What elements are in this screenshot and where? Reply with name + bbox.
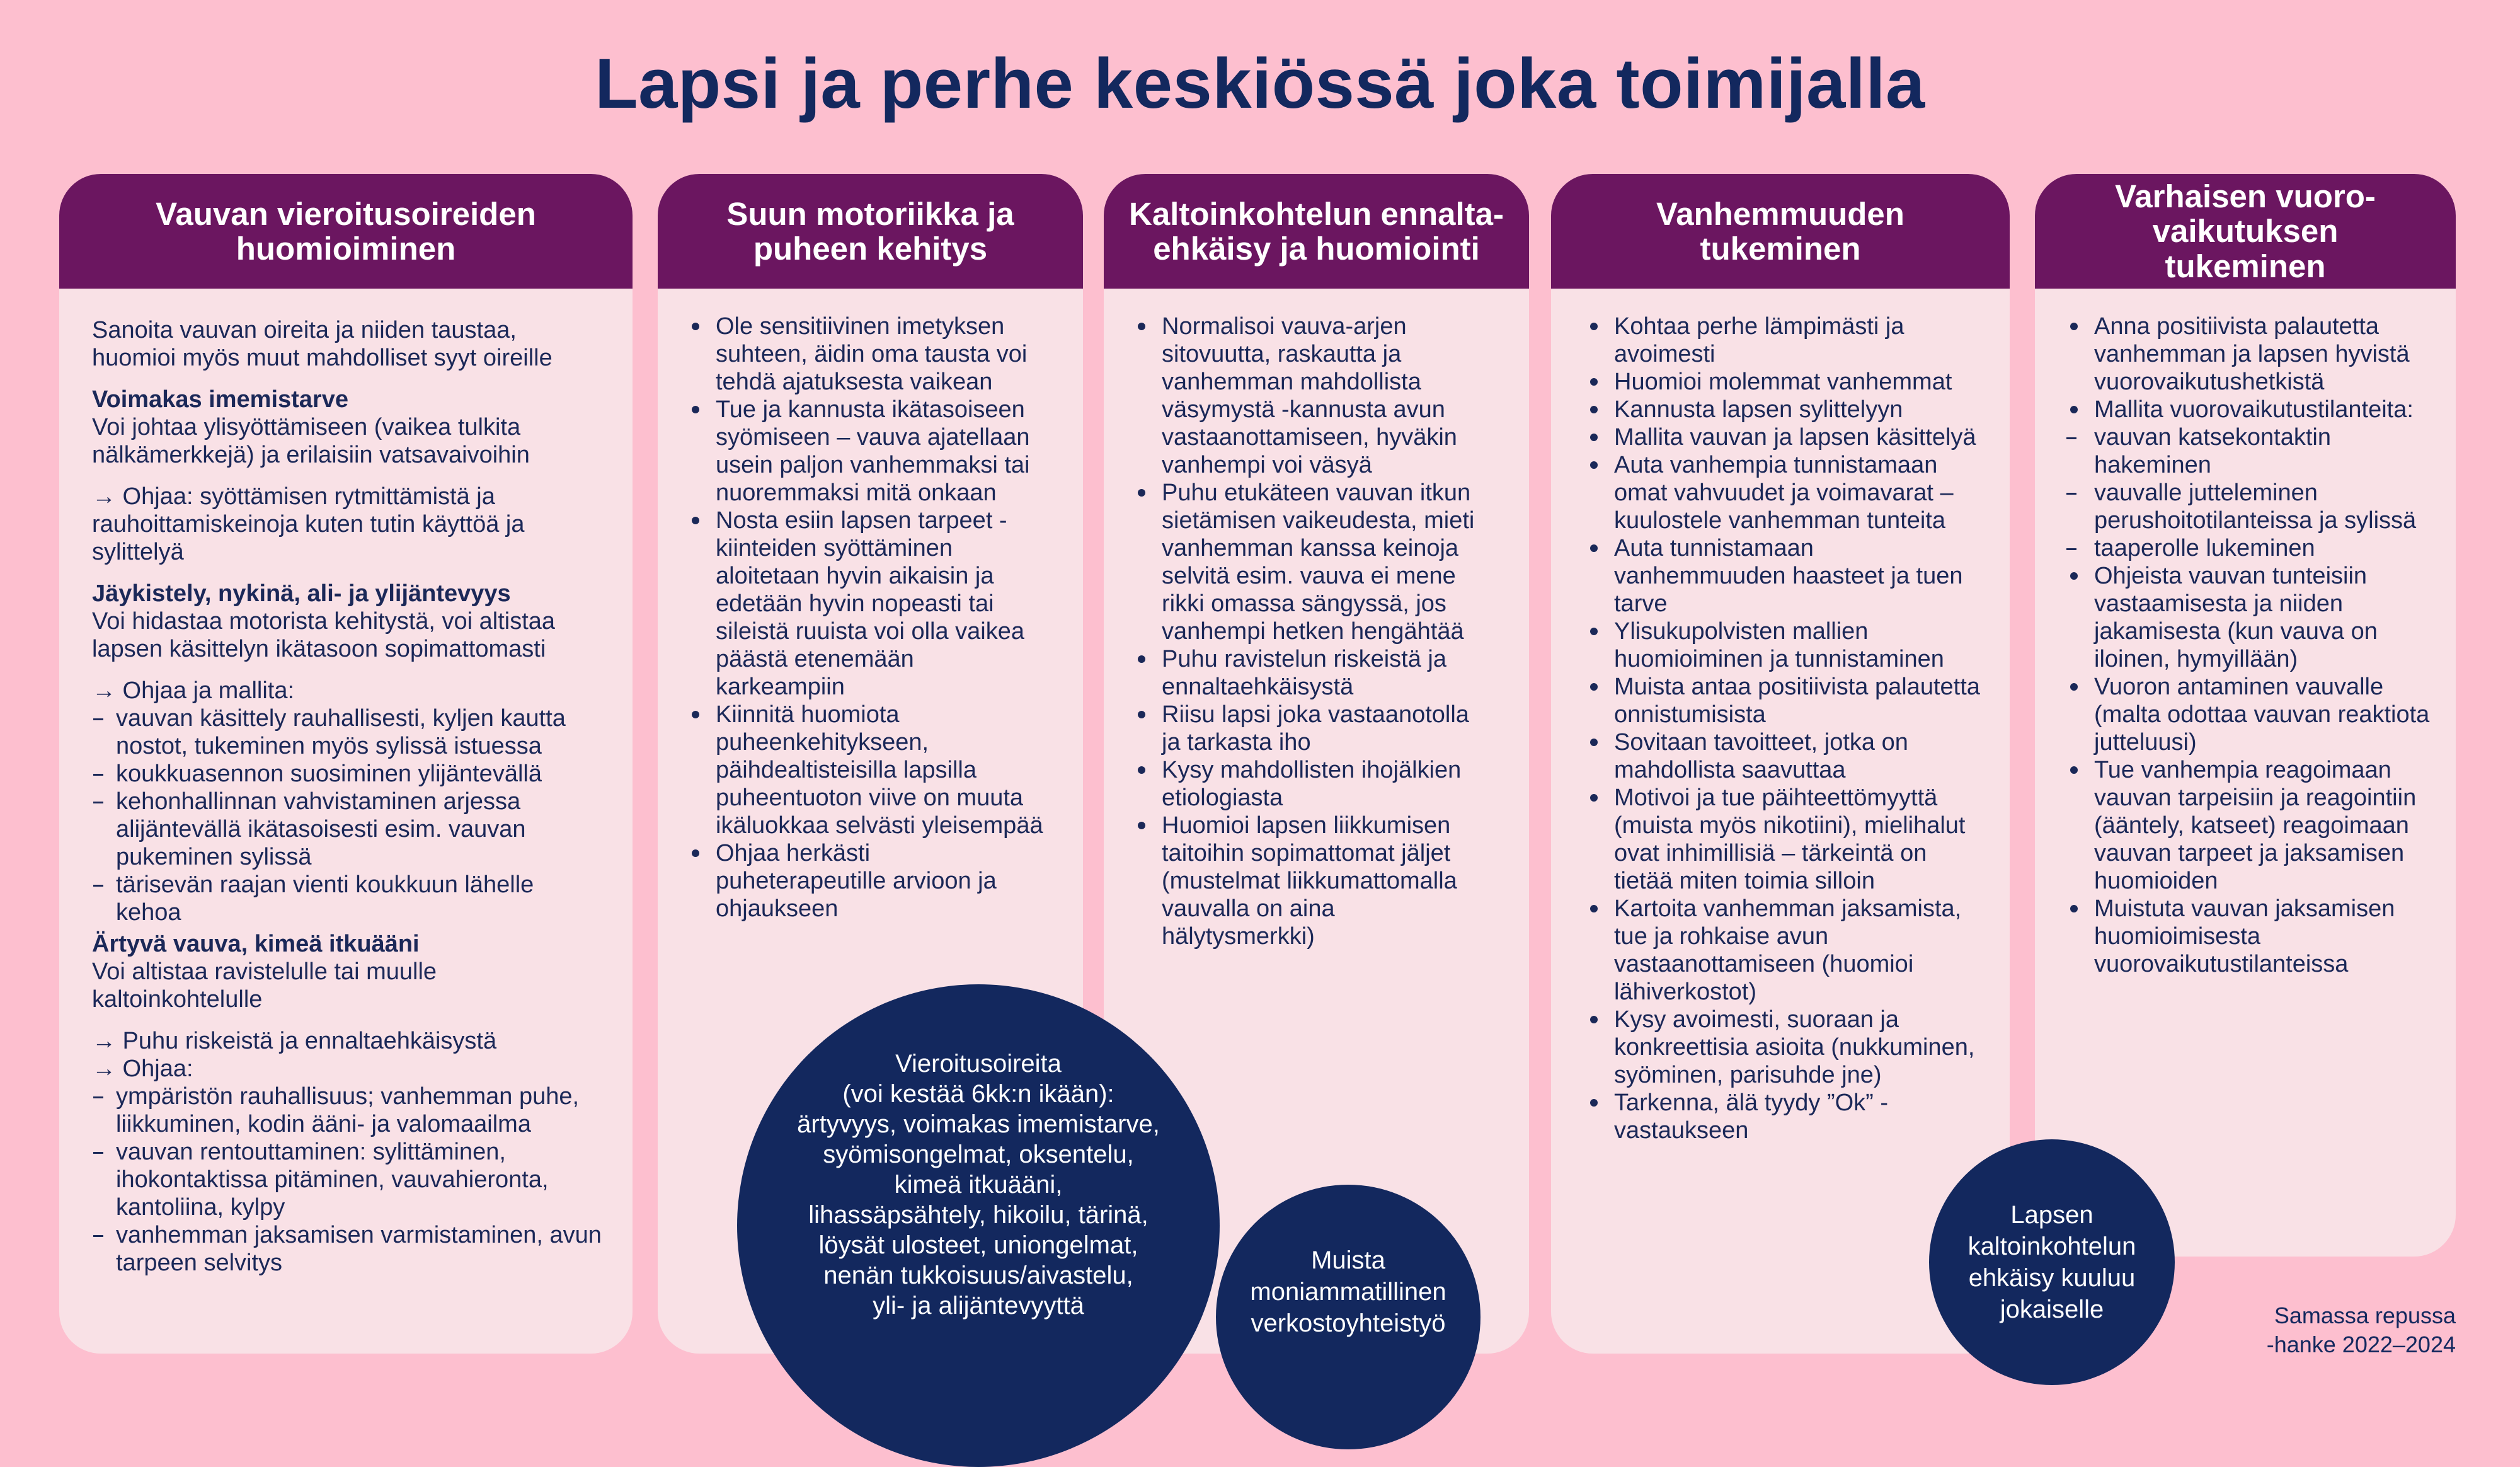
bubble-line: Vieroitusoireita [895, 1050, 1062, 1078]
list-item: Riisu lapsi joka vastaanotolla ja tarkasta iho [1133, 701, 1494, 756]
list-item: Ylisukupolvisten mallien huomioiminen ja tunnistaminen [1585, 618, 1984, 673]
bubble-line: moniammatillinen [1250, 1278, 1446, 1306]
bubble-text [1968, 1199, 2136, 1325]
list-item: Mallita vuorovaikutustilanteita: [2065, 396, 2437, 423]
list-item: Vuoron antaminen vauvalle (malta odottaa vauvan reaktiota jutteluusi) [2065, 673, 2437, 756]
bubble-line: kaltoinkohtelun [1967, 1233, 2136, 1260]
dash-list [92, 1083, 605, 1277]
bullet-list [687, 313, 1045, 923]
list-item: Anna positiivista palautetta vanhemman ja lapsen hyvistä vuorovaikutushetkistä [2065, 313, 2437, 396]
list-item: Huomioi lapsen liikkumisen taitoihin sopimattomat jäljet (mustelmat liikkumattomalla vauvalla on aina hälytysmerkki) [1133, 812, 1494, 950]
list-item: tärisevän raajan vienti koukkuun lähelle kehoa [92, 871, 605, 926]
bubble-line: nenän tukkoisuus/aivastelu, [823, 1262, 1133, 1289]
list-item: vauvalle jutteleminen perushoitotilanteissa ja sylissä [2065, 479, 2437, 534]
section-text: Voi altistaa ravistelulle tai muulle kaltoinkohtelulle [92, 958, 437, 1013]
bubble-line: yli- ja alijäntevyyttä [873, 1292, 1084, 1320]
card-header: Vanhemmuuden tukeminen [1551, 174, 2010, 289]
card-header: Vauvan vieroitusoireiden huomioiminen [59, 174, 633, 289]
list-item: Normalisoi vauva-arjen sitovuutta, raskautta ja vanhemman mahdollista väsymystä -kannusta avun vastaanottamiseen, hyväkin vanhempi voi väsyä [1133, 313, 1494, 479]
guidance-text: → Ohjaa: [92, 1056, 193, 1082]
bubble-line: lihassäpsähtely, hikoilu, tärinä, [808, 1201, 1148, 1229]
list-item: vauvan rentouttaminen: sylittäminen, ihokontaktissa pitäminen, vauvahieronta, kantoliina, kylpy [92, 1138, 605, 1221]
card-body [92, 316, 605, 1277]
bubble-verkostoyhteistyo [1216, 1185, 1480, 1449]
list-item: Mallita vauvan ja lapsen käsittelyä [1585, 423, 1984, 451]
list-item: Kiinnitä huomiota puheenkehitykseen, päihdealtisteisilla lapsilla puheentuoton viive on muuta ikäluokkaa selvästi yleisempää [687, 701, 1045, 839]
section-heading: Voimakas imemistarve [92, 386, 348, 413]
card-body [2065, 313, 2437, 978]
list-item: vanhemman jaksamisen varmistaminen, avun tarpeen selvitys [92, 1221, 605, 1277]
bubble-line: kimeä itkuääni, [894, 1171, 1063, 1199]
credit-line: -hanke 2022–2024 [2266, 1332, 2456, 1357]
guidance-text: → Ohjaa: syöttämisen rytmittämistä ja rauhoittamiskeinoja kuten tutin käyttöä ja sylittelyä [92, 483, 525, 565]
list-item: vauvan käsittely rauhallisesti, kyljen kautta nostot, tukeminen myös sylissä istuessa [92, 705, 605, 760]
bubble-line: jokaiselle [2000, 1296, 2104, 1323]
guidance-text: → Puhu riskeistä ja ennaltaehkäisystä [92, 1028, 497, 1054]
list-item: Muistuta vauvan jaksamisen huomioimisesta vuorovaikutustilanteissa [2065, 895, 2437, 978]
section-heading: Jäykistely, nykinä, ali- ja ylijäntevyys [92, 580, 511, 607]
bubble-vieroitusoireita [737, 984, 1220, 1467]
list-item: Muista antaa positiivista palautetta onnistumisista [1585, 673, 1984, 728]
card-vieroitusoireet [59, 174, 633, 1354]
bubble-line: (voi kestää 6kk:n ikään): [842, 1080, 1114, 1108]
list-item: Tue vanhempia reagoimaan vauvan tarpeisiin ja reagointiin (ääntely, katseet) reagoimaan vauvan tarpeet ja jaksamisen huomioiden [2065, 756, 2437, 895]
card-vuorovaikutus [2035, 174, 2456, 1257]
credit-line: Samassa repussa [2274, 1303, 2456, 1328]
card-header: Varhaisen vuoro-vaikutuksen tukeminen [2035, 174, 2456, 289]
bullet-list [1133, 313, 1494, 950]
list-item: taaperolle lukeminen [2065, 534, 2437, 562]
list-item: Tue ja kannusta ikätasoiseen syömiseen – vauva ajatellaan usein paljon vanhemmaksi tai nuoremmaksi mitä onkaan [687, 396, 1045, 507]
page-title: Lapsi ja perhe keskiössä joka toimijalla [595, 44, 1925, 123]
bubble-kaltoinkohtelun-ehkaisy [1929, 1139, 2175, 1385]
list-item: ympäristön rauhallisuus; vanhemman puhe, liikkuminen, kodin ääni- ja valomaailma [92, 1083, 605, 1138]
list-item: Ohjaa herkästi puheterapeutille arvioon ja ohjaukseen [687, 839, 1045, 923]
bullet-list [2065, 313, 2437, 978]
list-item: Ohjeista vauvan tunteisiin vastaamisesta ja niiden jakamisesta (kun vauva on iloinen, hymyillään) [2065, 562, 2437, 673]
bubble-line: ärtyvyys, voimakas imemistarve, [797, 1110, 1160, 1138]
list-item: kehonhallinnan vahvistaminen arjessa alijäntevällä ikätasoisesti esim. vauvan pukeminen sylissä [92, 788, 605, 871]
card-body [1133, 313, 1494, 950]
list-item: Puhu ravistelun riskeistä ja ennaltaehkäisystä [1133, 645, 1494, 701]
list-item: koukkuasennon suosiminen ylijäntevällä [92, 760, 605, 788]
bubble-line: verkostoyhteistyö [1251, 1309, 1446, 1337]
list-item: Tarkenna, älä tyydy ”Ok” -vastaukseen [1585, 1089, 1984, 1144]
list-item: Huomioi molemmat vanhemmat [1585, 368, 1984, 396]
card-header: Kaltoinkohtelun ennalta-ehkäisy ja huomiointi [1104, 174, 1529, 289]
guidance-text: → Ohjaa ja mallita: [92, 677, 295, 704]
list-item: vauvan katsekontaktin hakeminen [2065, 423, 2437, 479]
list-item: Nosta esiin lapsen tarpeet - kiinteiden syöttäminen aloitetaan hyvin aikaisin ja edetään hyvin nopeasti tai sileistä ruuista voi olla vaikea päästä etenemään karkeampiin [687, 507, 1045, 701]
list-item: Motivoi ja tue päihteettömyyttä (muista myös nikotiini), mielihalut ovat inhimillisiä – tärkeintä on tietää miten toimia silloin [1585, 784, 1984, 895]
list-item: Kysy mahdollisten ihojälkien etiologiasta [1133, 756, 1494, 812]
section-heading: Ärtyvä vauva, kimeä itkuääni [92, 931, 420, 957]
list-item: Kohtaa perhe lämpimästi ja avoimesti [1585, 313, 1984, 368]
list-item: Ole sensitiivinen imetyksen suhteen, äidin oma tausta voi tehdä ajatuksesta vaikean [687, 313, 1045, 396]
project-credit [2267, 1301, 2456, 1359]
list-item: Kysy avoimesti, suoraan ja konkreettisia asioita (nukkuminen, syöminen, parisuhde jne) [1585, 1006, 1984, 1089]
section-text: Voi hidastaa motorista kehitystä, voi altistaa lapsen käsittelyn ikätasoon sopimattomasti [92, 608, 556, 662]
list-item: Auta vanhempia tunnistamaan omat vahvuudet ja voimavarat – kuulostele vanhemman tunteita [1585, 451, 1984, 534]
section-text: Voi johtaa ylisyöttämiseen (vaikea tulkita nälkämerkkejä) ja erilaisiin vatsavaivoihin [92, 414, 530, 468]
list-item: Kannusta lapsen sylittelyyn [1585, 396, 1984, 423]
bubble-text [797, 1049, 1160, 1321]
bubble-text [1250, 1245, 1446, 1339]
bubble-line: ehkäisy kuuluu [1968, 1264, 2136, 1292]
list-item: Sovitaan tavoitteet, jotka on mahdollista saavuttaa [1585, 728, 1984, 784]
list-item: Kartoita vanhemman jaksamista, tue ja rohkaise avun vastaanottamiseen (huomioi lähiverkostot) [1585, 895, 1984, 1006]
bubble-line: Lapsen [2010, 1201, 2093, 1229]
bubble-line: syömisongelmat, oksentelu, [823, 1141, 1134, 1168]
list-item: Puhu etukäteen vauvan itkun sietämisen vaikeudesta, mieti vanhemman kanssa keinoja selvitä esim. vauva ei mene rikki omassa sängyssä, jos vanhempi hetken hengähtää [1133, 479, 1494, 645]
card-header: Suun motoriikka ja puheen kehitys [658, 174, 1083, 289]
bubble-line: löysät ulosteet, uniongelmat, [818, 1231, 1138, 1259]
dash-list [92, 705, 605, 926]
list-item: Auta tunnistamaan vanhemmuuden haasteet ja tuen tarve [1585, 534, 1984, 618]
card-body [1585, 313, 1984, 1144]
intro-text: Sanoita vauvan oireita ja niiden taustaa, huomioi myös muut mahdolliset syyt oireille [92, 317, 553, 371]
bubble-line: Muista [1311, 1246, 1385, 1274]
card-body [687, 313, 1045, 923]
bullet-list [1585, 313, 1984, 1144]
card-vanhemmuus [1551, 174, 2010, 1354]
